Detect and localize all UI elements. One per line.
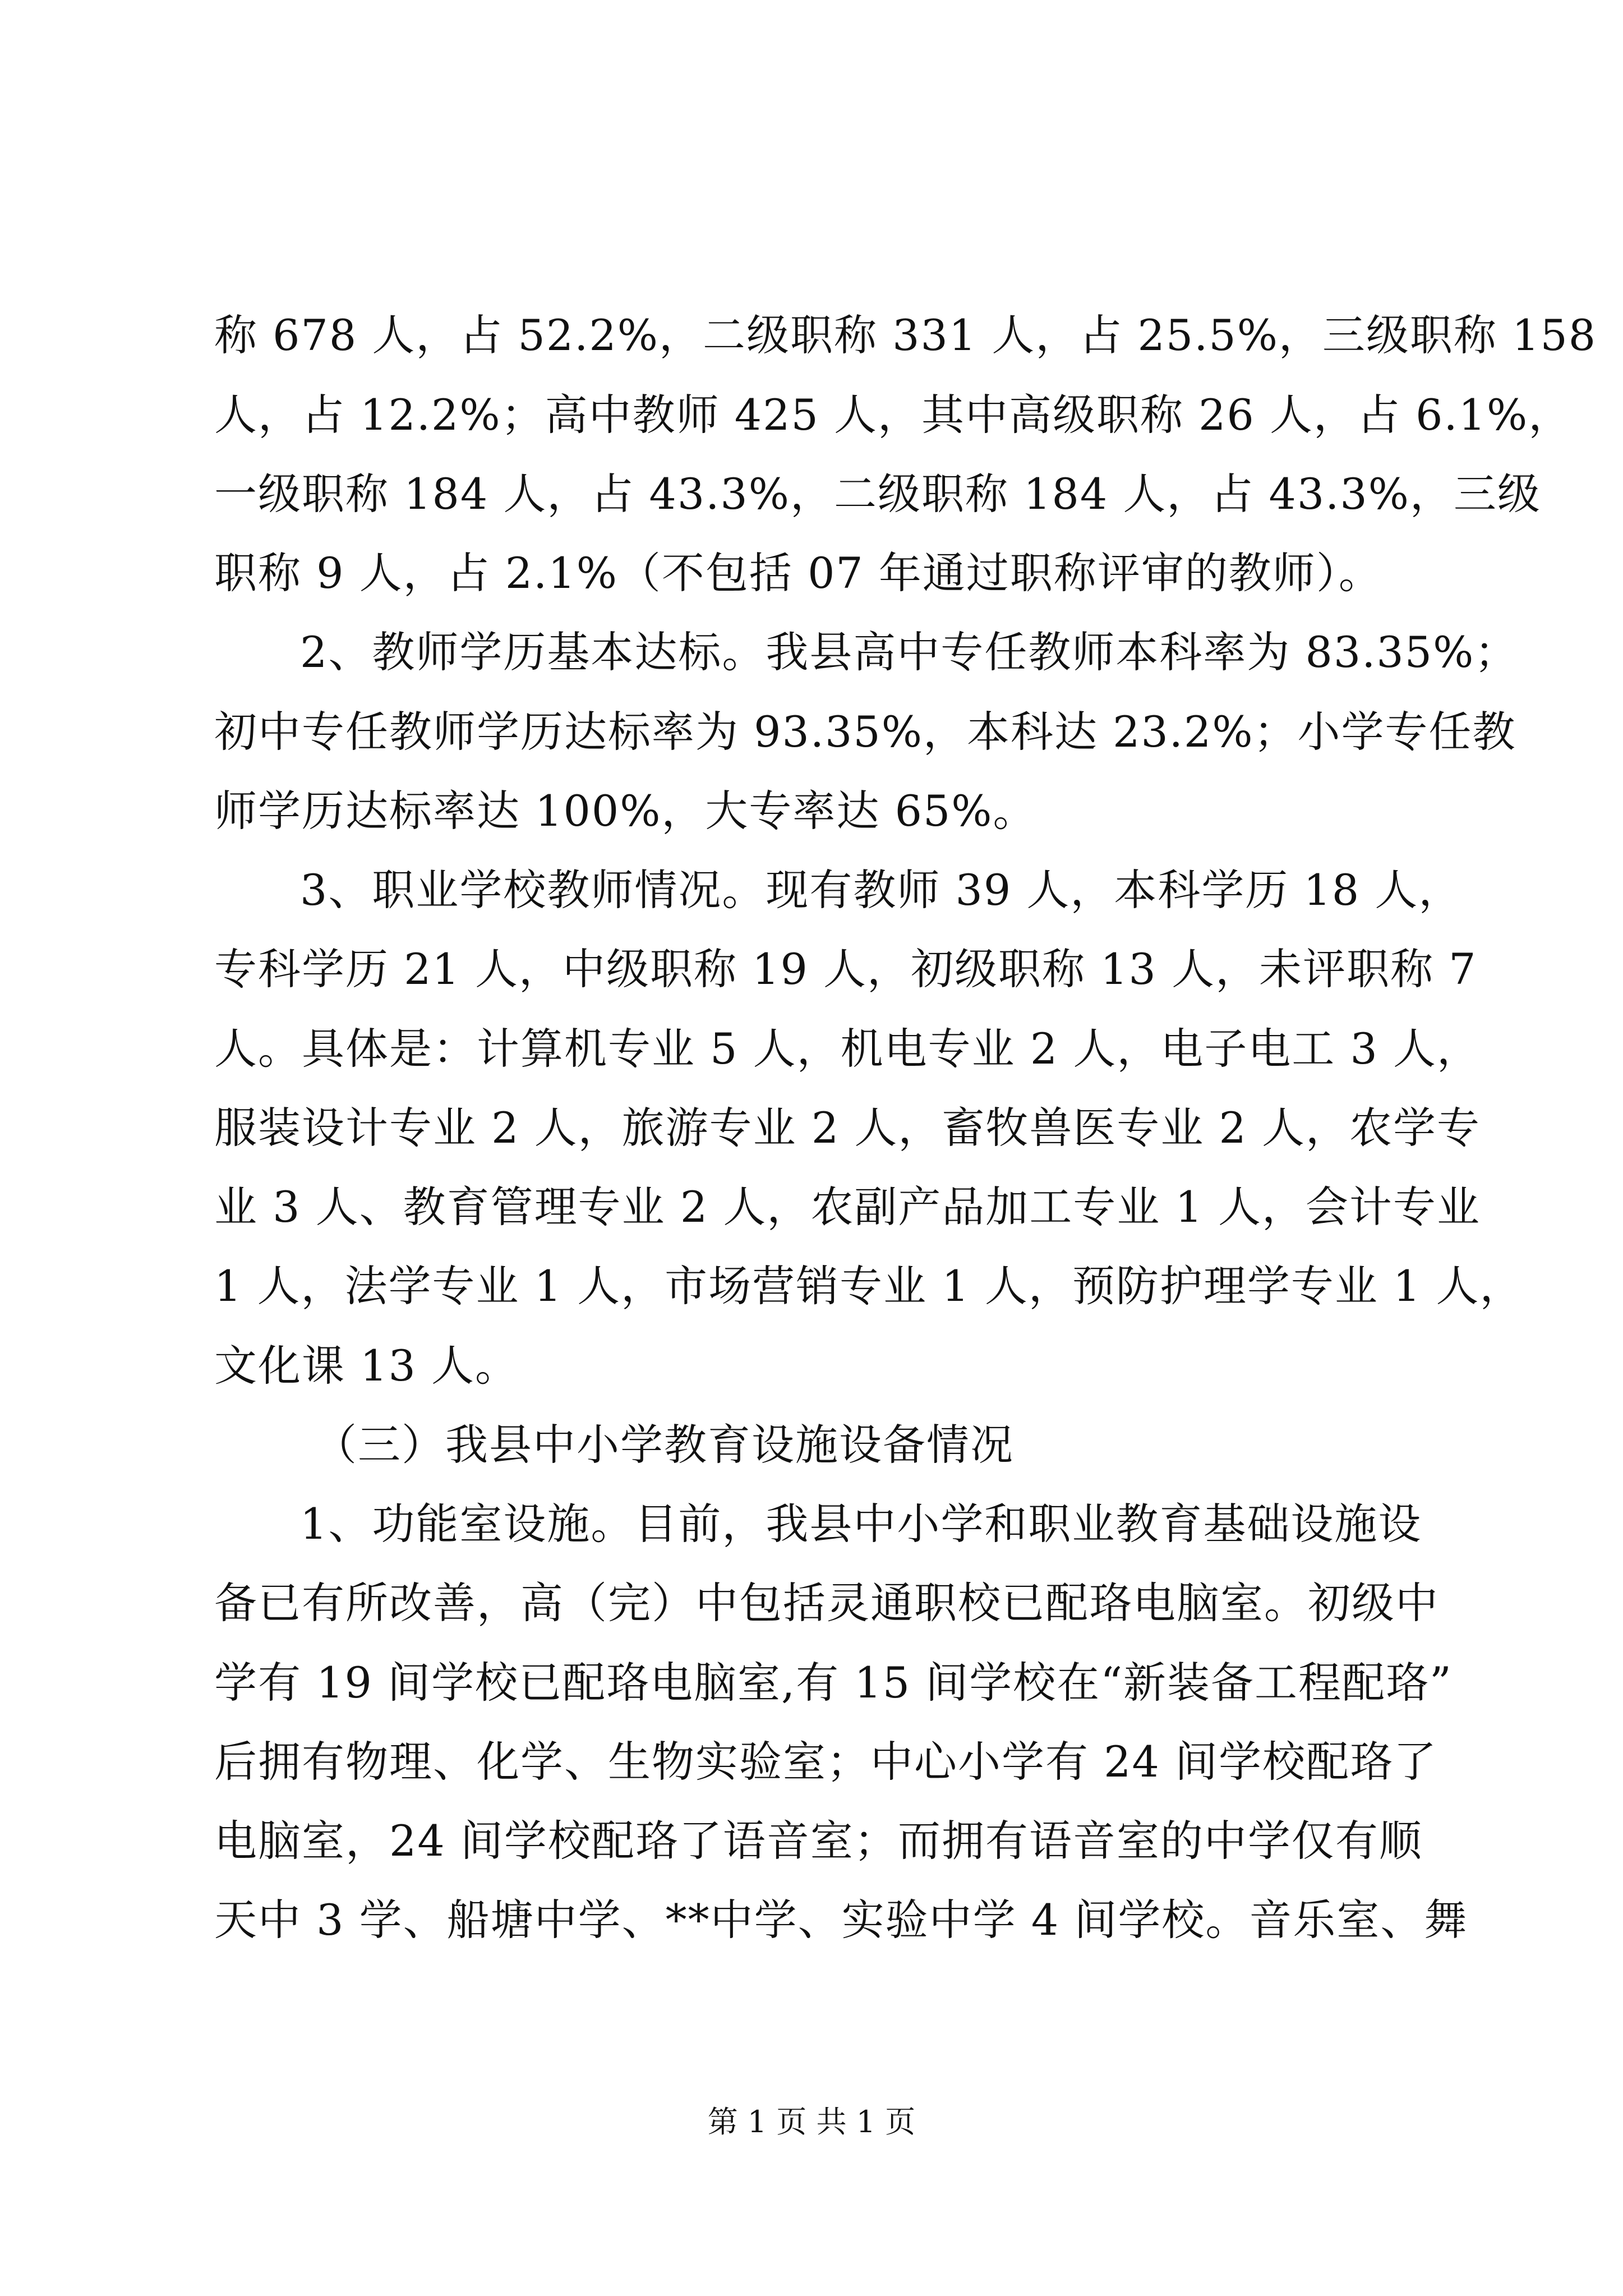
text-line: 电脑室，24 间学校配珞了语音室；而拥有语音室的中学仅有顺 bbox=[214, 1816, 1423, 1866]
text-line: 业 3 人、教育管理专业 2 人，农副产品加工专业 1 人，会计专业 bbox=[214, 1182, 1481, 1232]
text-line: 职称 9 人，占 2.1%（不包括 07 年通过职称评审的教师）。 bbox=[214, 548, 1382, 598]
text-line: 人。具体是：计算机专业 5 人，机电专业 2 人，电子电工 3 人， bbox=[214, 1024, 1481, 1074]
text-line: 备已有所改善，高（完）中包括灵通职校已配珞电脑室。初级中 bbox=[214, 1578, 1439, 1628]
paragraph-first-line: 3、职业学校教师情况。现有教师 39 人，本科学历 18 人， bbox=[300, 865, 1463, 915]
text-line: 后拥有物理、化学、生物实验室；中心小学有 24 间学校配珞了 bbox=[214, 1737, 1438, 1787]
text-line: 文化课 13 人。 bbox=[214, 1341, 519, 1391]
paragraph-first-line: 1、功能室设施。目前，我县中小学和职业教育基础设施设 bbox=[300, 1499, 1422, 1549]
text-line: 1 人，法学专业 1 人，市场营销专业 1 人，预防护理学专业 1 人， bbox=[214, 1261, 1524, 1311]
text-line: 称 678 人，占 52.2%，二级职称 331 人，占 25.5%，三级职称 158 bbox=[214, 310, 1597, 360]
text-line: 学有 19 间学校已配珞电脑室,有 15 间学校在“新装备工程配珞” bbox=[214, 1658, 1453, 1708]
text-line: 服装设计专业 2 人，旅游专业 2 人，畜牧兽医专业 2 人，农学专 bbox=[214, 1103, 1481, 1153]
text-line: 一级职称 184 人，占 43.3%，二级职称 184 人，占 43.3%，三级 bbox=[214, 469, 1541, 519]
text-line: 人，占 12.2%；高中教师 425 人，其中高级职称 26 人，占 6.1%， bbox=[214, 390, 1573, 440]
page-footer: 第 1 页 共 1 页 bbox=[707, 2104, 916, 2139]
text-line: 天中 3 学、船塘中学、**中学、实验中学 4 间学校。音乐室、舞 bbox=[214, 1895, 1468, 1945]
text-line: 初中专任教师学历达标率为 93.35%，本科达 23.2%；小学专任教 bbox=[214, 707, 1516, 757]
text-line: 专科学历 21 人，中级职称 19 人，初级职称 13 人，未评职称 7 bbox=[214, 944, 1477, 994]
paragraph-first-line: 2、教师学历基本达标。我县高中专任教师本科率为 83.35%； bbox=[300, 627, 1519, 677]
section-heading: （三）我县中小学教育设施设备情况 bbox=[314, 1420, 1014, 1470]
text-line: 师学历达标率达 100%，大专率达 65%。 bbox=[214, 786, 1037, 836]
